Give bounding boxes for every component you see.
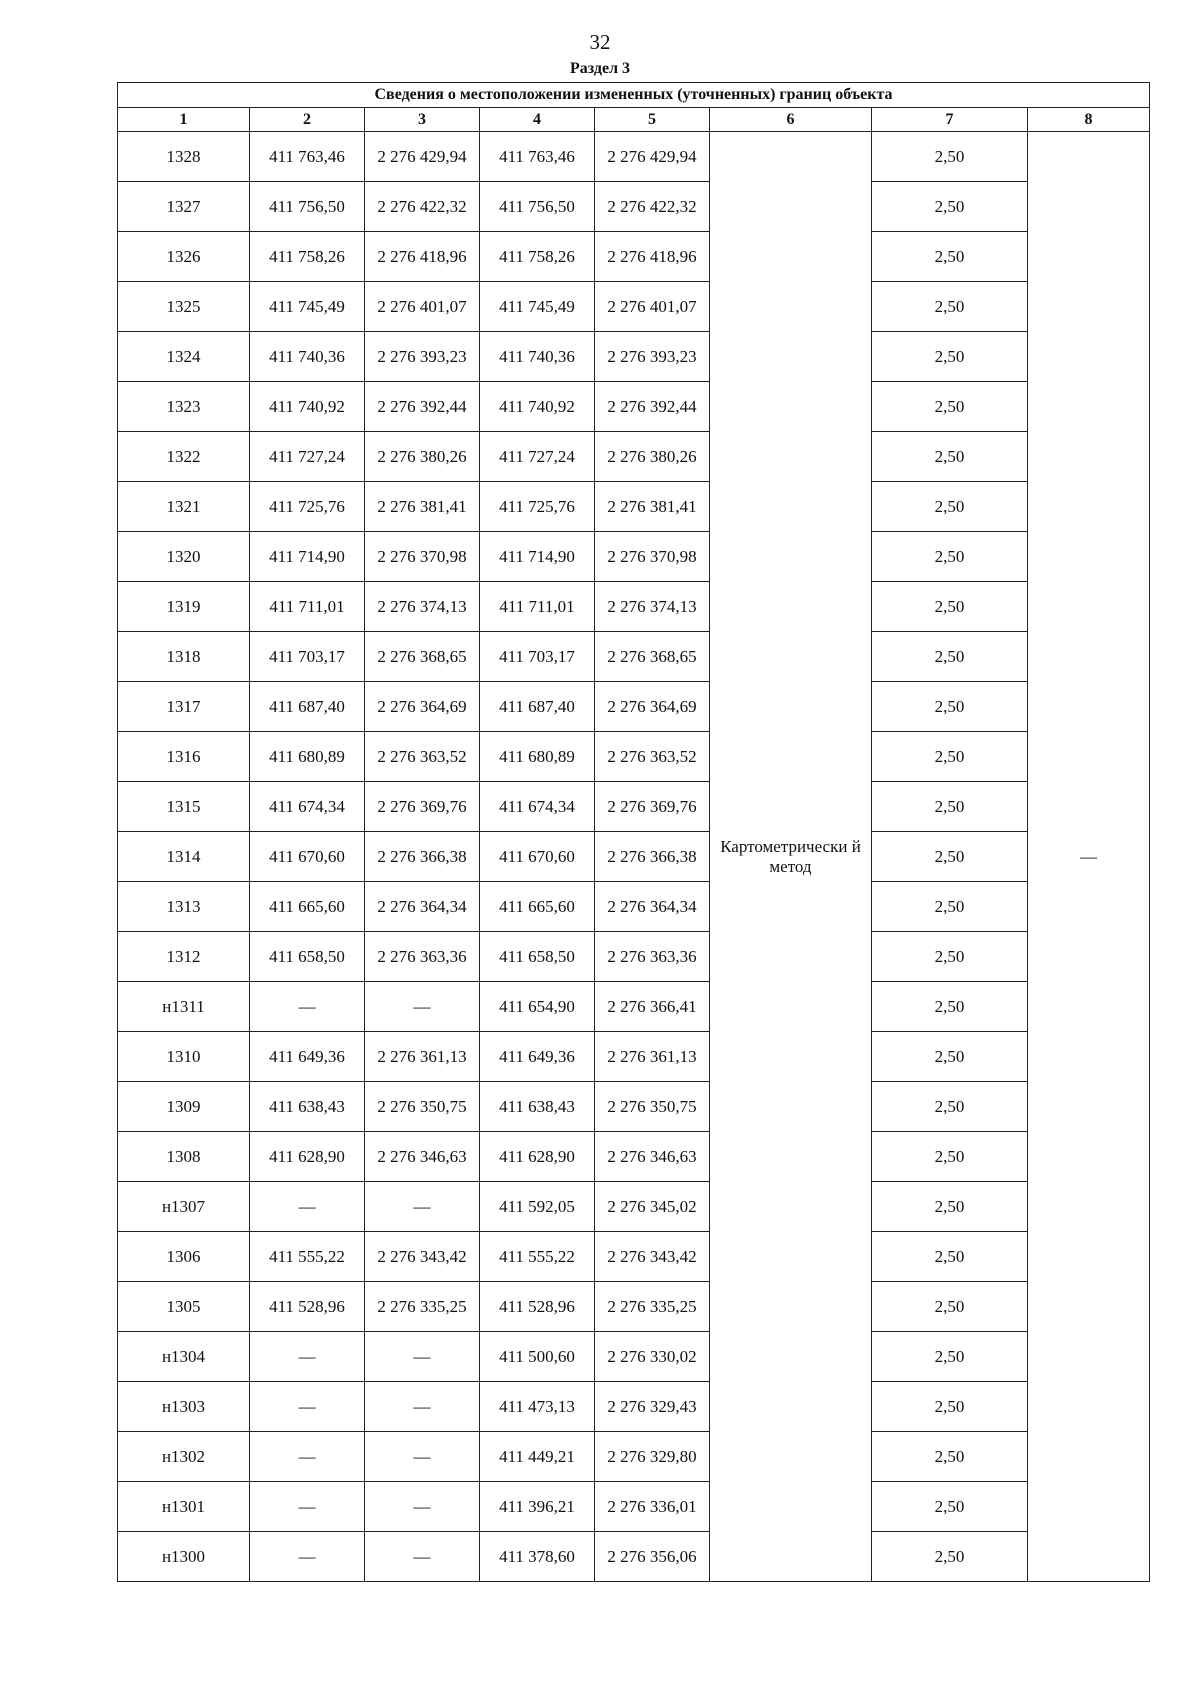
- new-y-cell: 2 276 361,13: [595, 1032, 710, 1082]
- table-row: [118, 682, 1150, 732]
- table-row: [118, 1482, 1150, 1532]
- accuracy-cell: 2,50: [872, 882, 1028, 932]
- new-x-cell: 411 725,76: [480, 482, 595, 532]
- old-x-cell: 411 670,60: [250, 832, 365, 882]
- new-x-cell: 411 665,60: [480, 882, 595, 932]
- old-y-cell: 2 276 343,42: [365, 1232, 480, 1282]
- point-number-cell: 1322: [118, 432, 250, 482]
- point-number-cell: 1324: [118, 332, 250, 382]
- new-y-cell: 2 276 374,13: [595, 582, 710, 632]
- table-row: [118, 1032, 1150, 1082]
- old-x-cell: —: [250, 1532, 365, 1582]
- point-number-cell: 1325: [118, 282, 250, 332]
- new-x-cell: 411 473,13: [480, 1382, 595, 1432]
- new-x-cell: 411 396,21: [480, 1482, 595, 1532]
- table-row: [118, 1432, 1150, 1482]
- point-number-cell: 1308: [118, 1132, 250, 1182]
- new-x-cell: 411 649,36: [480, 1032, 595, 1082]
- accuracy-cell: 2,50: [872, 932, 1028, 982]
- new-y-cell: 2 276 364,69: [595, 682, 710, 732]
- old-x-cell: 411 528,96: [250, 1282, 365, 1332]
- old-y-cell: 2 276 393,23: [365, 332, 480, 382]
- old-y-cell: 2 276 381,41: [365, 482, 480, 532]
- old-x-cell: 411 740,92: [250, 382, 365, 432]
- new-x-cell: 411 638,43: [480, 1082, 595, 1132]
- old-y-cell: 2 276 369,76: [365, 782, 480, 832]
- old-x-cell: 411 674,34: [250, 782, 365, 832]
- table-row: [118, 1282, 1150, 1332]
- accuracy-cell: 2,50: [872, 532, 1028, 582]
- new-y-cell: 2 276 393,23: [595, 332, 710, 382]
- point-number-cell: 1312: [118, 932, 250, 982]
- table-row: [118, 482, 1150, 532]
- new-x-cell: 411 745,49: [480, 282, 595, 332]
- point-number-cell: 1321: [118, 482, 250, 532]
- new-x-cell: 411 680,89: [480, 732, 595, 782]
- accuracy-cell: 2,50: [872, 382, 1028, 432]
- table-row: [118, 1132, 1150, 1182]
- old-y-cell: 2 276 429,94: [365, 132, 480, 182]
- old-x-cell: 411 555,22: [250, 1232, 365, 1282]
- new-x-cell: 411 756,50: [480, 182, 595, 232]
- point-number-cell: 1314: [118, 832, 250, 882]
- accuracy-cell: 2,50: [872, 1482, 1028, 1532]
- old-y-cell: 2 276 364,34: [365, 882, 480, 932]
- new-x-cell: 411 687,40: [480, 682, 595, 732]
- table-row: [118, 832, 1150, 882]
- table-caption: Сведения о местоположении измененных (уточненных) границ объекта: [118, 83, 1150, 108]
- old-y-cell: —: [365, 1532, 480, 1582]
- accuracy-cell: 2,50: [872, 1082, 1028, 1132]
- new-x-cell: 411 714,90: [480, 532, 595, 582]
- old-y-cell: —: [365, 1382, 480, 1432]
- table-row: [118, 882, 1150, 932]
- table-row: [118, 632, 1150, 682]
- accuracy-cell: 2,50: [872, 1382, 1028, 1432]
- column-number: 5: [595, 108, 710, 132]
- new-y-cell: 2 276 429,94: [595, 132, 710, 182]
- point-number-cell: 1309: [118, 1082, 250, 1132]
- table-row: [118, 332, 1150, 382]
- old-x-cell: 411 758,26: [250, 232, 365, 282]
- new-x-cell: 411 758,26: [480, 232, 595, 282]
- old-y-cell: 2 276 370,98: [365, 532, 480, 582]
- old-x-cell: 411 745,49: [250, 282, 365, 332]
- accuracy-cell: 2,50: [872, 432, 1028, 482]
- new-y-cell: 2 276 336,01: [595, 1482, 710, 1532]
- new-y-cell: 2 276 380,26: [595, 432, 710, 482]
- table-row: [118, 182, 1150, 232]
- old-x-cell: 411 658,50: [250, 932, 365, 982]
- new-y-cell: 2 276 369,76: [595, 782, 710, 832]
- old-y-cell: —: [365, 1432, 480, 1482]
- new-x-cell: 411 658,50: [480, 932, 595, 982]
- old-x-cell: 411 756,50: [250, 182, 365, 232]
- old-y-cell: 2 276 335,25: [365, 1282, 480, 1332]
- new-y-cell: 2 276 329,80: [595, 1432, 710, 1482]
- new-y-cell: 2 276 330,02: [595, 1332, 710, 1382]
- new-x-cell: 411 670,60: [480, 832, 595, 882]
- point-number-cell: н1303: [118, 1382, 250, 1432]
- new-x-cell: 411 763,46: [480, 132, 595, 182]
- accuracy-cell: 2,50: [872, 982, 1028, 1032]
- old-x-cell: —: [250, 1182, 365, 1232]
- point-number-cell: н1302: [118, 1432, 250, 1482]
- old-x-cell: 411 763,46: [250, 132, 365, 182]
- accuracy-cell: 2,50: [872, 1332, 1028, 1382]
- old-y-cell: 2 276 422,32: [365, 182, 480, 232]
- old-y-cell: —: [365, 1482, 480, 1532]
- new-y-cell: 2 276 381,41: [595, 482, 710, 532]
- point-number-cell: н1301: [118, 1482, 250, 1532]
- new-y-cell: 2 276 329,43: [595, 1382, 710, 1432]
- column-number: 7: [872, 108, 1028, 132]
- old-y-cell: 2 276 346,63: [365, 1132, 480, 1182]
- old-x-cell: —: [250, 1382, 365, 1432]
- old-x-cell: 411 680,89: [250, 732, 365, 782]
- point-number-cell: 1320: [118, 532, 250, 582]
- new-x-cell: 411 703,17: [480, 632, 595, 682]
- table-row: [118, 532, 1150, 582]
- old-x-cell: —: [250, 1482, 365, 1532]
- accuracy-cell: 2,50: [872, 332, 1028, 382]
- column-number: 6: [710, 108, 872, 132]
- accuracy-cell: 2,50: [872, 1182, 1028, 1232]
- table-row: [118, 1232, 1150, 1282]
- old-x-cell: 411 711,01: [250, 582, 365, 632]
- table-row: [118, 1332, 1150, 1382]
- accuracy-cell: 2,50: [872, 1282, 1028, 1332]
- accuracy-cell: 2,50: [872, 582, 1028, 632]
- table-row: [118, 1182, 1150, 1232]
- column-number: 4: [480, 108, 595, 132]
- new-x-cell: 411 528,96: [480, 1282, 595, 1332]
- column-number: 8: [1028, 108, 1150, 132]
- new-y-cell: 2 276 343,42: [595, 1232, 710, 1282]
- point-number-cell: 1306: [118, 1232, 250, 1282]
- new-x-cell: 411 727,24: [480, 432, 595, 482]
- old-y-cell: 2 276 363,52: [365, 732, 480, 782]
- column8-cell: —: [1028, 132, 1150, 1582]
- table-row: [118, 132, 1150, 182]
- accuracy-cell: 2,50: [872, 832, 1028, 882]
- boundary-coordinates-table: [117, 82, 1150, 1582]
- old-y-cell: 2 276 366,38: [365, 832, 480, 882]
- old-x-cell: 411 703,17: [250, 632, 365, 682]
- accuracy-cell: 2,50: [872, 182, 1028, 232]
- accuracy-cell: 2,50: [872, 1532, 1028, 1582]
- new-y-cell: 2 276 356,06: [595, 1532, 710, 1582]
- table-body: [118, 132, 1150, 1582]
- new-y-cell: 2 276 368,65: [595, 632, 710, 682]
- point-number-cell: 1313: [118, 882, 250, 932]
- table-row: [118, 232, 1150, 282]
- point-number-cell: 1327: [118, 182, 250, 232]
- table-row: [118, 732, 1150, 782]
- section-title: Раздел 3: [569, 60, 631, 77]
- table-row: [118, 282, 1150, 332]
- accuracy-cell: 2,50: [872, 132, 1028, 182]
- method-cell: Картометрически й метод: [710, 132, 872, 1582]
- old-y-cell: 2 276 350,75: [365, 1082, 480, 1132]
- table-row: [118, 982, 1150, 1032]
- new-y-cell: 2 276 346,63: [595, 1132, 710, 1182]
- old-y-cell: —: [365, 1332, 480, 1382]
- new-y-cell: 2 276 392,44: [595, 382, 710, 432]
- old-x-cell: —: [250, 1432, 365, 1482]
- new-x-cell: 411 555,22: [480, 1232, 595, 1282]
- new-x-cell: 411 500,60: [480, 1332, 595, 1382]
- accuracy-cell: 2,50: [872, 232, 1028, 282]
- old-x-cell: 411 687,40: [250, 682, 365, 732]
- table-row: [118, 932, 1150, 982]
- point-number-cell: 1323: [118, 382, 250, 432]
- accuracy-cell: 2,50: [872, 782, 1028, 832]
- point-number-cell: 1328: [118, 132, 250, 182]
- accuracy-cell: 2,50: [872, 1432, 1028, 1482]
- old-y-cell: 2 276 392,44: [365, 382, 480, 432]
- new-x-cell: 411 628,90: [480, 1132, 595, 1182]
- new-y-cell: 2 276 401,07: [595, 282, 710, 332]
- new-y-cell: 2 276 335,25: [595, 1282, 710, 1332]
- new-y-cell: 2 276 364,34: [595, 882, 710, 932]
- old-y-cell: 2 276 374,13: [365, 582, 480, 632]
- old-y-cell: 2 276 364,69: [365, 682, 480, 732]
- old-y-cell: 2 276 368,65: [365, 632, 480, 682]
- table-row: [118, 782, 1150, 832]
- old-x-cell: 411 740,36: [250, 332, 365, 382]
- new-y-cell: 2 276 366,41: [595, 982, 710, 1032]
- page-number: 32: [589, 30, 611, 54]
- table-row: [118, 432, 1150, 482]
- column-number: 2: [250, 108, 365, 132]
- point-number-cell: 1315: [118, 782, 250, 832]
- accuracy-cell: 2,50: [872, 1232, 1028, 1282]
- accuracy-cell: 2,50: [872, 1132, 1028, 1182]
- new-y-cell: 2 276 370,98: [595, 532, 710, 582]
- old-x-cell: 411 714,90: [250, 532, 365, 582]
- old-x-cell: 411 649,36: [250, 1032, 365, 1082]
- point-number-cell: н1307: [118, 1182, 250, 1232]
- point-number-cell: 1310: [118, 1032, 250, 1082]
- old-x-cell: —: [250, 982, 365, 1032]
- old-y-cell: 2 276 418,96: [365, 232, 480, 282]
- table-row: [118, 1082, 1150, 1132]
- old-x-cell: 411 725,76: [250, 482, 365, 532]
- old-x-cell: 411 628,90: [250, 1132, 365, 1182]
- column-number: 1: [118, 108, 250, 132]
- old-y-cell: 2 276 363,36: [365, 932, 480, 982]
- point-number-cell: 1317: [118, 682, 250, 732]
- accuracy-cell: 2,50: [872, 482, 1028, 532]
- new-x-cell: 411 378,60: [480, 1532, 595, 1582]
- old-x-cell: 411 727,24: [250, 432, 365, 482]
- old-y-cell: 2 276 401,07: [365, 282, 480, 332]
- column-number-row: [118, 108, 1150, 132]
- point-number-cell: н1304: [118, 1332, 250, 1382]
- new-y-cell: 2 276 350,75: [595, 1082, 710, 1132]
- new-y-cell: 2 276 363,36: [595, 932, 710, 982]
- accuracy-cell: 2,50: [872, 282, 1028, 332]
- new-y-cell: 2 276 366,38: [595, 832, 710, 882]
- new-x-cell: 411 740,92: [480, 382, 595, 432]
- old-x-cell: —: [250, 1332, 365, 1382]
- point-number-cell: 1319: [118, 582, 250, 632]
- table-row: [118, 382, 1150, 432]
- new-y-cell: 2 276 422,32: [595, 182, 710, 232]
- new-x-cell: 411 654,90: [480, 982, 595, 1032]
- old-y-cell: —: [365, 982, 480, 1032]
- new-x-cell: 411 711,01: [480, 582, 595, 632]
- point-number-cell: 1326: [118, 232, 250, 282]
- old-y-cell: 2 276 361,13: [365, 1032, 480, 1082]
- table-row: [118, 582, 1150, 632]
- new-y-cell: 2 276 345,02: [595, 1182, 710, 1232]
- new-x-cell: 411 740,36: [480, 332, 595, 382]
- accuracy-cell: 2,50: [872, 1032, 1028, 1082]
- accuracy-cell: 2,50: [872, 632, 1028, 682]
- new-y-cell: 2 276 418,96: [595, 232, 710, 282]
- point-number-cell: 1316: [118, 732, 250, 782]
- new-y-cell: 2 276 363,52: [595, 732, 710, 782]
- new-x-cell: 411 592,05: [480, 1182, 595, 1232]
- new-x-cell: 411 449,21: [480, 1432, 595, 1482]
- old-x-cell: 411 665,60: [250, 882, 365, 932]
- point-number-cell: 1305: [118, 1282, 250, 1332]
- accuracy-cell: 2,50: [872, 732, 1028, 782]
- point-number-cell: 1318: [118, 632, 250, 682]
- new-x-cell: 411 674,34: [480, 782, 595, 832]
- column-number: 3: [365, 108, 480, 132]
- table-row: [118, 1382, 1150, 1432]
- accuracy-cell: 2,50: [872, 682, 1028, 732]
- point-number-cell: н1311: [118, 982, 250, 1032]
- table-row: [118, 1532, 1150, 1582]
- point-number-cell: н1300: [118, 1532, 250, 1582]
- old-y-cell: 2 276 380,26: [365, 432, 480, 482]
- old-y-cell: —: [365, 1182, 480, 1232]
- old-x-cell: 411 638,43: [250, 1082, 365, 1132]
